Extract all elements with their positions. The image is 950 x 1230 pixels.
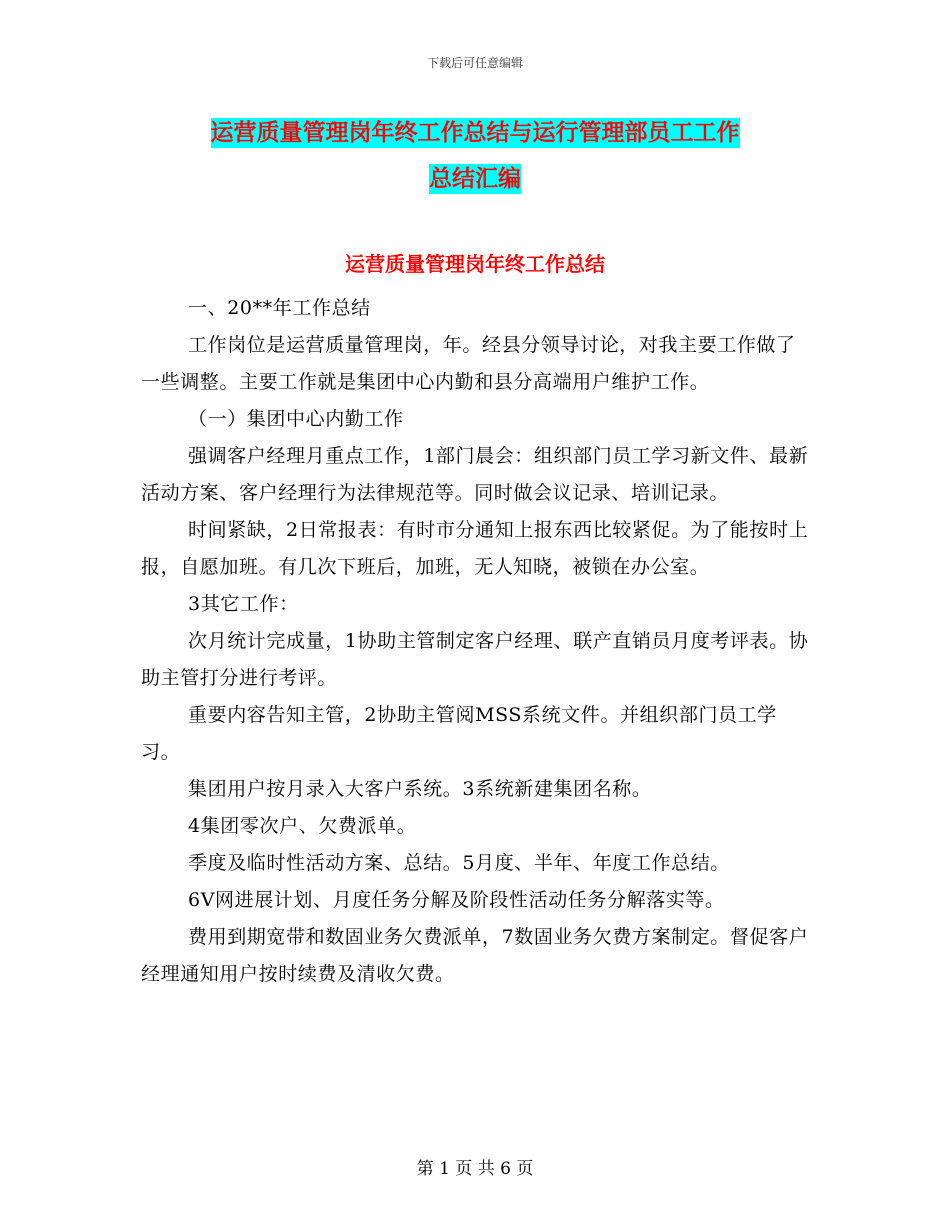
header-note: 下载后可任意编辑 (426, 56, 523, 70)
paragraph: 季度及临时性活动方案、总结。5月度、半年、年度工作总结。 (188, 852, 730, 874)
paragraph: 3其它工作： (188, 593, 299, 615)
document-body (141, 290, 813, 993)
paragraph-heading-1: 一、20**年工作总结 (188, 297, 371, 319)
paragraph: 6V网进展计划、月度任务分解及阶段性活动任务分解落实等。 (188, 889, 725, 911)
document-title (0, 110, 950, 202)
title-line-1: 运营质量管理岗年终工作总结与运行管理部员工工作 (210, 120, 740, 146)
paragraph: 工作岗位是运营质量管理岗，年。经县分领导讨论，对我主要工作做了一些调整。主要工作就是集团中心内勤和县分高端用户维护工作。 (141, 334, 796, 393)
paragraph: 费用到期宽带和数固业务欠费派单，7数固业务欠费方案制定。督促客户经理通知用户按时续费及清收欠费。 (141, 926, 809, 985)
paragraph: 强调客户经理月重点工作，1部门晨会：组织部门员工学习新文件、最新活动方案、客户经理行为法律规范等。同时做会议记录、培训记录。 (141, 445, 809, 504)
paragraph-heading-2: （一）集团中心内勤工作 (188, 408, 404, 430)
paragraph: 时间紧缺，2日常报表：有时市分通知上报东西比较紧促。为了能按时上报，自愿加班。有几次下班后，加班，无人知晓，被锁在办公室。 (141, 519, 809, 578)
paragraph: 次月统计完成量，1协助主管制定客户经理、联产直销员月度考评表。协助主管打分进行考评。 (141, 630, 809, 689)
title-line-2: 总结汇编 (429, 166, 521, 192)
paragraph: 重要内容告知主管，2协助主管阅MSS系统文件。并组织部门员工学习。 (141, 704, 777, 763)
paragraph: 4集团零次户、欠费派单。 (188, 815, 417, 837)
paragraph: 集团用户按月录入大客户系统。3系统新建集团名称。 (188, 778, 652, 800)
page-footer: 第 1 页 共 6 页 (416, 1159, 534, 1179)
section-title: 运营质量管理岗年终工作总结 (345, 252, 605, 276)
